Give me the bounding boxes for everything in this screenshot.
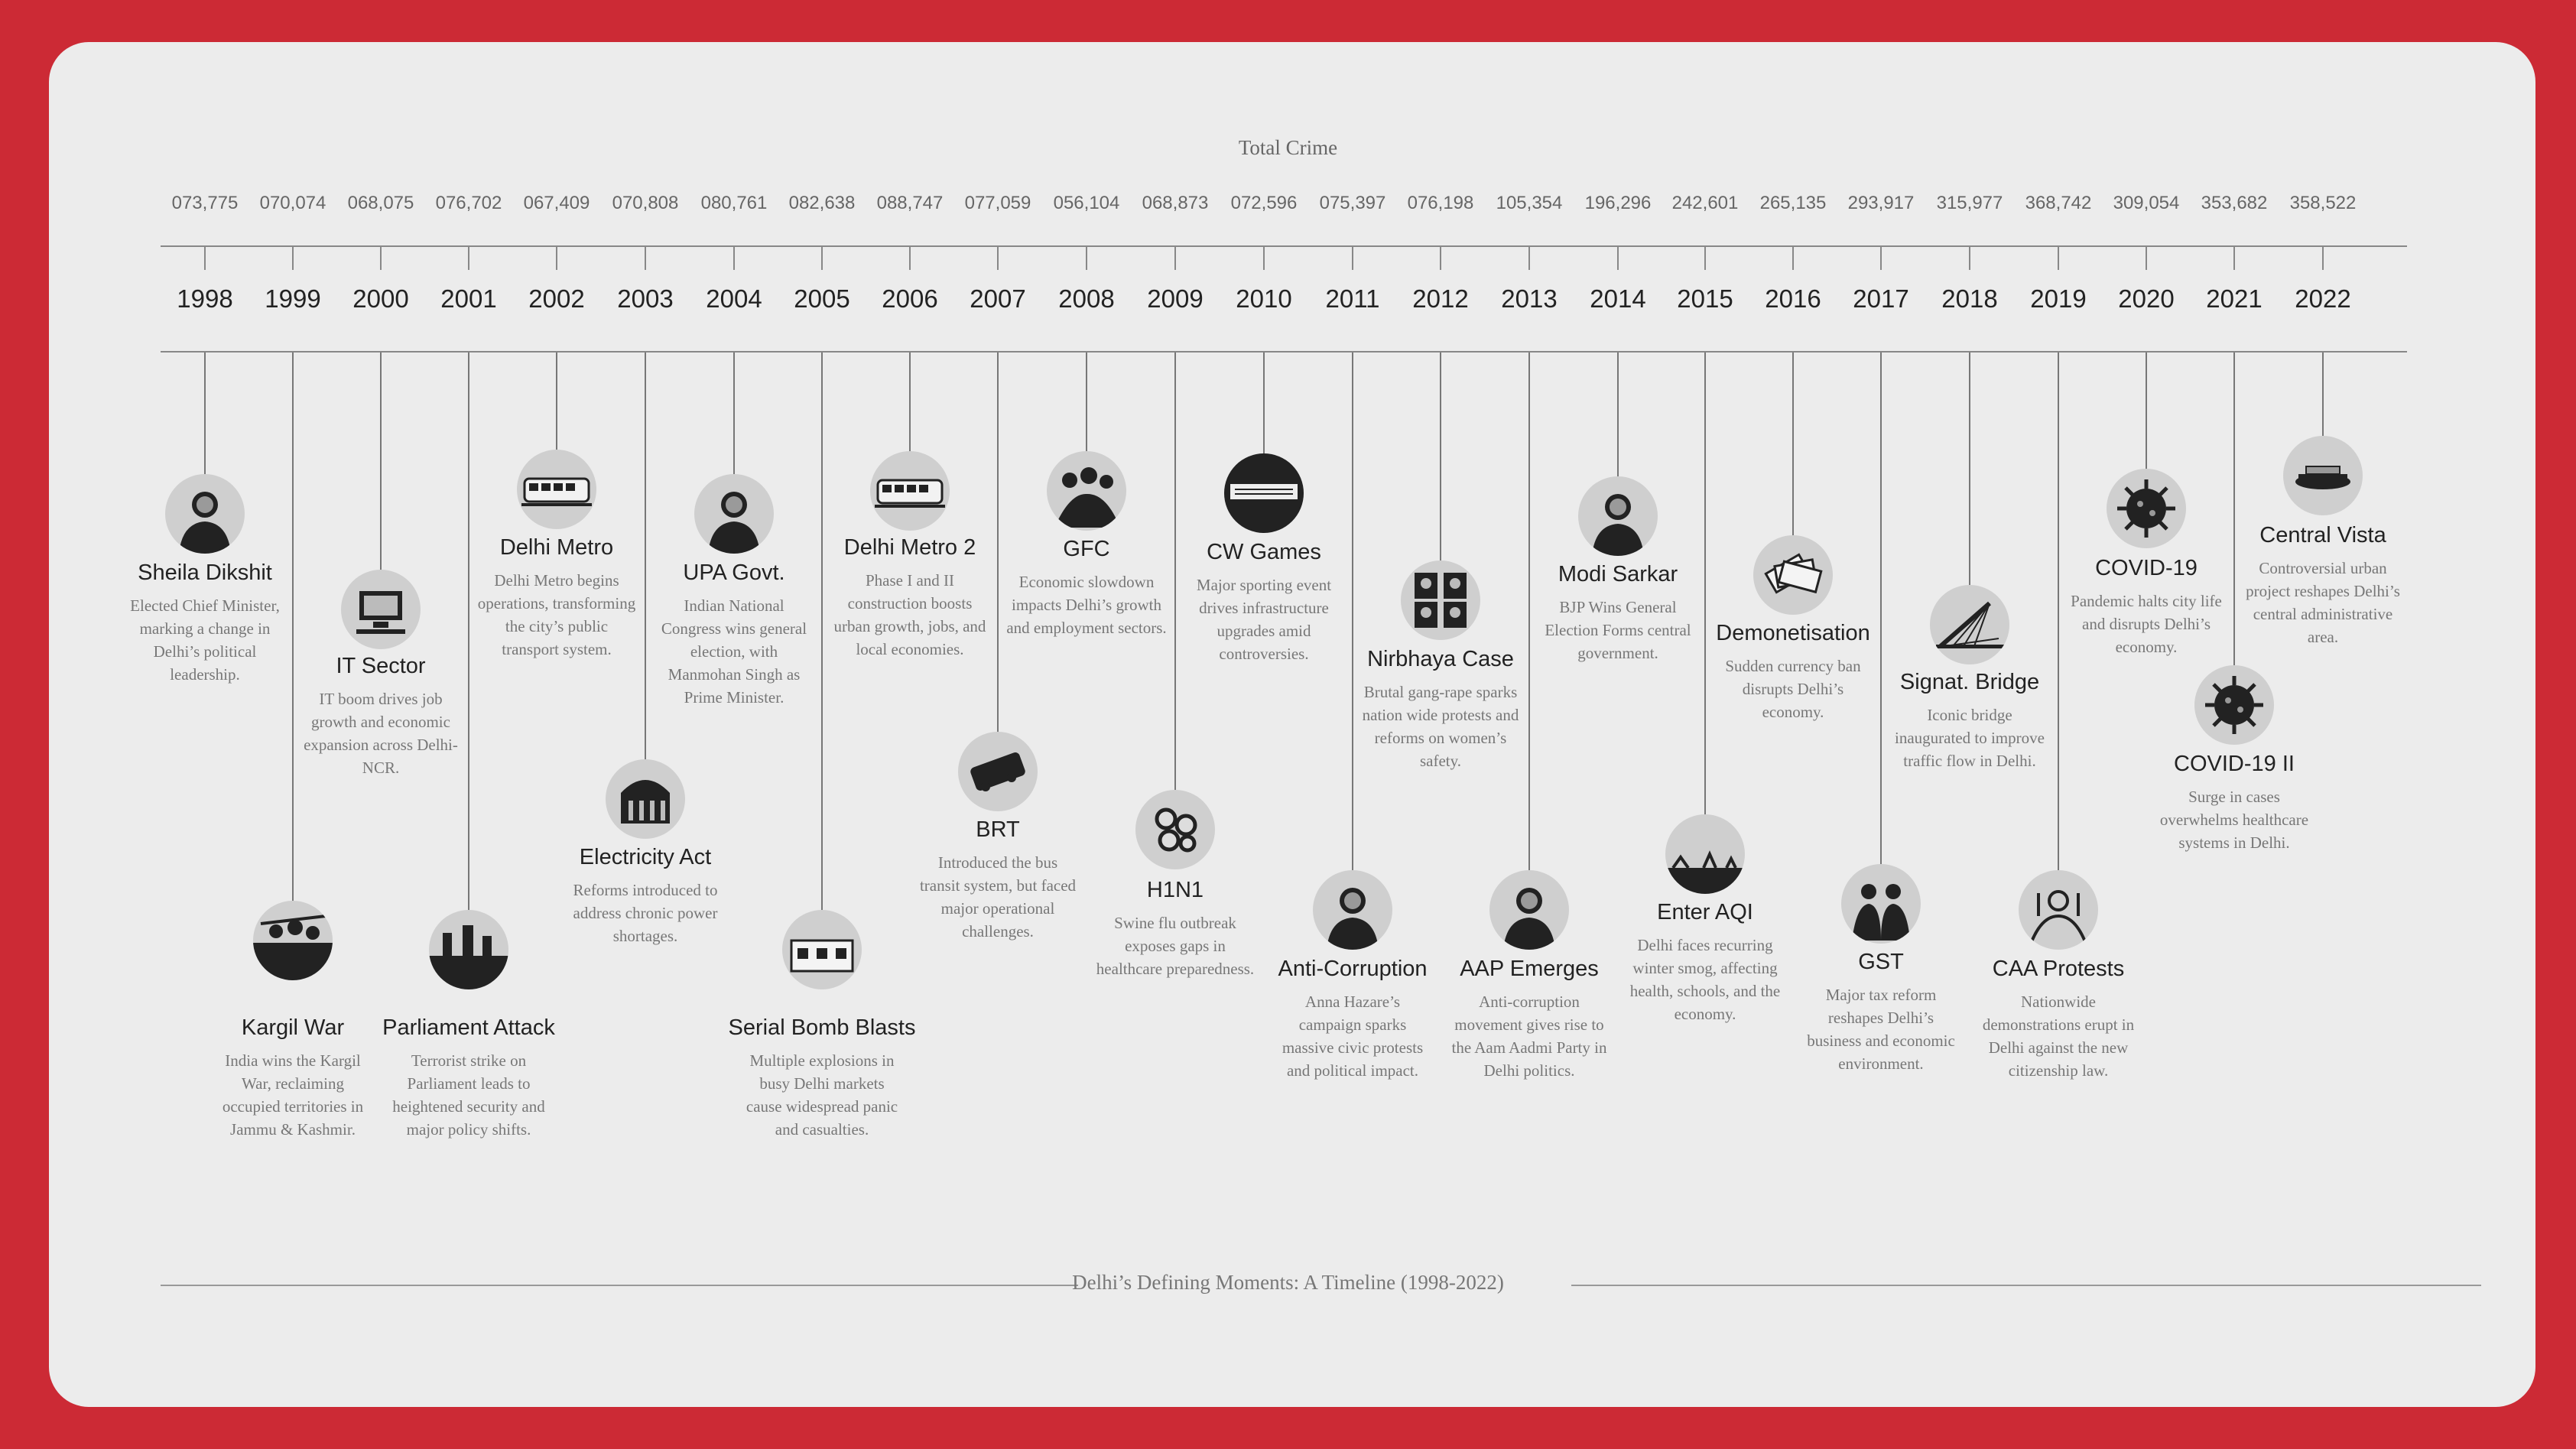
year-label-2022: 2022 — [2295, 284, 2351, 313]
footer-caption: Delhi’s Defining Moments: A Timeline (1998-2022) — [1072, 1271, 1504, 1294]
market-icon — [782, 910, 862, 989]
year-tick-2010 — [1263, 247, 1265, 270]
year-tick-2002 — [556, 247, 557, 270]
crime-count-2003: 070,808 — [612, 193, 679, 213]
year-tick-2001 — [468, 247, 469, 270]
event-title-2002: Delhi Metro — [499, 535, 614, 560]
event-title-1999: Kargil War — [241, 1015, 345, 1040]
parliament-building-icon — [2283, 436, 2363, 515]
year-label-2003: 2003 — [617, 284, 674, 313]
timeline-top-rule — [161, 245, 2407, 247]
connector-2008 — [1086, 353, 1087, 451]
crime-count-2018: 315,977 — [1936, 193, 2003, 213]
year-label-2015: 2015 — [1677, 284, 1733, 313]
year-label-2009: 2009 — [1147, 284, 1204, 313]
connector-2004 — [733, 353, 735, 474]
event-description-2000: IT boom drives job growth and economic expansion across Delhi-NCR. — [304, 690, 458, 777]
crime-count-2015: 242,601 — [1671, 193, 1739, 213]
connector-1998 — [204, 353, 206, 474]
computer-icon — [341, 570, 421, 649]
mugshots-icon — [1401, 560, 1480, 640]
year-label-2011: 2011 — [1325, 284, 1380, 313]
stadium-icon — [1224, 453, 1304, 533]
connector-2022 — [2322, 353, 2324, 436]
crime-count-2006: 088,747 — [876, 193, 944, 213]
year-label-2021: 2021 — [2206, 284, 2263, 313]
year-tick-2014 — [1617, 247, 1619, 270]
year-label-2014: 2014 — [1590, 284, 1646, 313]
connector-1999 — [292, 353, 294, 901]
year-label-2008: 2008 — [1058, 284, 1115, 313]
connector-2017 — [1880, 353, 1882, 864]
event-description-1999: India wins the Kargil War, reclaiming occupied territories in Jammu & Kashmir. — [222, 1051, 364, 1139]
year-tick-2006 — [909, 247, 911, 270]
crime-count-2022: 358,522 — [2289, 193, 2357, 213]
event-description-2018: Iconic bridge inaugurated to improve traffic flow in Delhi. — [1895, 706, 2045, 770]
event-title-2020: COVID-19 — [2095, 556, 2198, 580]
crime-count-2011: 075,397 — [1319, 193, 1386, 213]
connector-2009 — [1174, 353, 1176, 790]
event-title-2004: UPA Govt. — [683, 560, 785, 585]
year-tick-2009 — [1174, 247, 1176, 270]
year-tick-2005 — [821, 247, 823, 270]
year-label-2000: 2000 — [352, 284, 409, 313]
event-description-1998: Elected Chief Minister, marking a change in Delhi’s political leadership. — [130, 596, 280, 684]
metro-train-icon — [517, 450, 596, 529]
leaders-icon — [1841, 864, 1921, 944]
crime-count-2002: 067,409 — [523, 193, 590, 213]
attack-icon — [429, 910, 508, 989]
year-label-1998: 1998 — [177, 284, 233, 313]
event-title-2001: Parliament Attack — [382, 1015, 555, 1040]
currency-icon — [1753, 535, 1833, 615]
connector-2011 — [1352, 353, 1353, 870]
event-title-2014: Modi Sarkar — [1558, 562, 1678, 586]
smog-icon — [1665, 814, 1745, 894]
event-title-2006: Delhi Metro 2 — [843, 535, 976, 560]
event-description-2012: Brutal gang-rape sparks nation wide protests and reforms on women’s safety. — [1362, 683, 1519, 770]
event-title-1998: Sheila Dikshit — [138, 560, 272, 585]
connector-2006 — [909, 353, 911, 451]
year-tick-2022 — [2322, 247, 2324, 270]
event-description-2010: Major sporting event drives infrastructure upgrades amid controversies. — [1196, 576, 1332, 663]
crime-count-2008: 056,104 — [1053, 193, 1120, 213]
connector-2003 — [645, 353, 646, 759]
event-title-2010: CW Games — [1207, 540, 1321, 564]
year-label-2016: 2016 — [1765, 284, 1821, 313]
event-description-2014: BJP Wins General Election Forms central government. — [1545, 598, 1691, 662]
connector-2018 — [1969, 353, 1970, 585]
event-description-2013: Anti-corruption movement gives rise to the Aam Aadmi Party in Delhi politics. — [1451, 993, 1607, 1080]
virus-cells-icon — [1135, 790, 1215, 869]
year-label-1999: 1999 — [265, 284, 321, 313]
year-label-2019: 2019 — [2030, 284, 2087, 313]
year-label-2018: 2018 — [1941, 284, 1998, 313]
connector-2001 — [468, 353, 469, 910]
year-tick-2011 — [1352, 247, 1353, 270]
event-description-2005: Multiple explosions in busy Delhi markets cause widespread panic and casualties. — [746, 1051, 898, 1139]
year-label-2004: 2004 — [706, 284, 762, 313]
connector-2013 — [1528, 353, 1530, 870]
event-description-2004: Indian National Congress wins general election, with Manmohan Singh as Prime Minister. — [661, 596, 807, 707]
event-title-2003: Electricity Act — [579, 845, 712, 869]
event-title-2007: BRT — [976, 817, 1020, 842]
connector-2002 — [556, 353, 557, 450]
year-label-2006: 2006 — [882, 284, 938, 313]
connector-2015 — [1704, 353, 1706, 814]
connector-2019 — [2058, 353, 2059, 870]
coronavirus-icon — [2194, 665, 2274, 745]
year-tick-2007 — [997, 247, 999, 270]
event-title-2019: CAA Protests — [1992, 957, 2125, 981]
building-icon — [606, 759, 685, 839]
year-label-2002: 2002 — [528, 284, 585, 313]
bus-icon — [958, 732, 1038, 811]
event-description-2001: Terrorist strike on Parliament leads to heightened security and major policy shifts. — [392, 1051, 545, 1139]
metro-train-icon — [870, 451, 950, 531]
year-tick-2012 — [1440, 247, 1441, 270]
year-tick-2013 — [1528, 247, 1530, 270]
crowd-icon — [1047, 451, 1126, 531]
event-description-2015: Delhi faces recurring winter smog, affecting health, schools, and the economy. — [1629, 936, 1781, 1023]
connector-2014 — [1617, 353, 1619, 476]
event-title-2008: GFC — [1063, 537, 1110, 561]
crime-count-2017: 293,917 — [1847, 193, 1915, 213]
crime-count-2007: 077,059 — [964, 193, 1031, 213]
event-title-2017: GST — [1858, 950, 1904, 974]
crime-count-2000: 068,075 — [347, 193, 414, 213]
event-description-2003: Reforms introduced to address chronic power shortages. — [573, 881, 718, 945]
event-description-2016: Sudden currency ban disrupts Delhi’s economy. — [1725, 657, 1861, 721]
year-label-2001: 2001 — [440, 284, 497, 313]
event-description-2021: Surge in cases overwhelms healthcare systems in Delhi. — [2159, 788, 2309, 852]
portrait-icon — [1578, 476, 1658, 556]
crime-count-2005: 082,638 — [788, 193, 856, 213]
portrait-icon — [1489, 870, 1569, 950]
event-description-2022: Controversial urban project reshapes Delhi’s central administrative area. — [2246, 559, 2400, 646]
event-title-2022: Central Vista — [2259, 523, 2386, 547]
event-title-2000: IT Sector — [336, 654, 426, 678]
year-tick-1998 — [204, 247, 206, 270]
chart-title: Total Crime — [1238, 136, 1338, 159]
year-tick-1999 — [292, 247, 294, 270]
event-description-2008: Economic slowdown impacts Delhi’s growth and employment sectors. — [1006, 573, 1167, 637]
year-label-2020: 2020 — [2118, 284, 2175, 313]
year-tick-2016 — [1792, 247, 1794, 270]
year-tick-2021 — [2233, 247, 2235, 270]
crime-count-2021: 353,682 — [2201, 193, 2268, 213]
crime-count-2012: 076,198 — [1407, 193, 1474, 213]
year-tick-2017 — [1880, 247, 1882, 270]
event-description-2017: Major tax reform reshapes Delhi’s business and economic environment. — [1807, 986, 1955, 1073]
crime-count-2016: 265,135 — [1759, 193, 1827, 213]
crime-count-1998: 073,775 — [171, 193, 239, 213]
connector-2000 — [380, 353, 382, 570]
portrait-icon — [1313, 870, 1392, 950]
year-tick-2019 — [2058, 247, 2059, 270]
event-title-2018: Signat. Bridge — [1899, 670, 2040, 694]
event-title-2009: H1N1 — [1146, 878, 1204, 902]
crime-count-2014: 196,296 — [1584, 193, 1652, 213]
event-title-2011: Anti-Corruption — [1278, 957, 1428, 981]
crime-count-2020: 309,054 — [2113, 193, 2180, 213]
soldiers-icon — [253, 901, 333, 980]
event-description-2009: Swine flu outbreak exposes gaps in healthcare preparedness. — [1096, 914, 1255, 978]
timeline-bottom-rule — [161, 351, 2407, 353]
event-description-2002: Delhi Metro begins operations, transforming the city’s public transport system. — [477, 571, 636, 658]
protest-icon — [2019, 870, 2098, 950]
connector-2020 — [2146, 353, 2147, 469]
connector-2021 — [2233, 353, 2235, 665]
year-tick-2020 — [2146, 247, 2147, 270]
event-title-2005: Serial Bomb Blasts — [728, 1015, 916, 1040]
crime-count-2013: 105,354 — [1496, 193, 1563, 213]
year-tick-2004 — [733, 247, 735, 270]
crime-count-2004: 080,761 — [700, 193, 768, 213]
crime-count-2019: 368,742 — [2025, 193, 2092, 213]
year-tick-2008 — [1086, 247, 1087, 270]
connector-2012 — [1440, 353, 1441, 560]
year-tick-2000 — [380, 247, 382, 270]
year-label-2010: 2010 — [1236, 284, 1292, 313]
crime-count-2001: 076,702 — [435, 193, 502, 213]
crime-count-1999: 070,074 — [259, 193, 326, 213]
bridge-icon — [1930, 585, 2009, 664]
event-description-2019: Nationwide demonstrations erupt in Delhi against the new citizenship law. — [1982, 993, 2135, 1080]
event-description-2020: Pandemic halts city life and disrupts Delhi’s economy. — [2071, 592, 2222, 656]
connector-2010 — [1263, 353, 1265, 453]
event-title-2012: Nirbhaya Case — [1367, 647, 1514, 671]
connector-2016 — [1792, 353, 1794, 535]
event-description-2011: Anna Hazare’s campaign sparks massive civic protests and political impact. — [1282, 993, 1424, 1080]
portrait-icon — [165, 474, 245, 554]
year-label-2005: 2005 — [794, 284, 850, 313]
year-label-2012: 2012 — [1412, 284, 1469, 313]
event-title-2013: AAP Emerges — [1460, 957, 1599, 981]
event-description-2006: Phase I and II construction boosts urban growth, jobs, and local economies. — [833, 571, 986, 658]
year-tick-2018 — [1969, 247, 1970, 270]
event-title-2021: COVID-19 II — [2174, 752, 2295, 776]
year-tick-2003 — [645, 247, 646, 270]
crime-count-2010: 072,596 — [1230, 193, 1298, 213]
year-tick-2015 — [1704, 247, 1706, 270]
event-description-2007: Introduced the bus transit system, but faced major operational challenges. — [919, 853, 1077, 941]
portrait-icon — [694, 474, 774, 554]
event-title-2015: Enter AQI — [1657, 900, 1753, 924]
connector-2005 — [821, 353, 823, 910]
year-label-2007: 2007 — [970, 284, 1026, 313]
event-title-2016: Demonetisation — [1716, 621, 1870, 645]
coronavirus-icon — [2107, 469, 2186, 548]
year-label-2017: 2017 — [1853, 284, 1909, 313]
crime-count-2009: 068,873 — [1142, 193, 1209, 213]
year-label-2013: 2013 — [1501, 284, 1558, 313]
